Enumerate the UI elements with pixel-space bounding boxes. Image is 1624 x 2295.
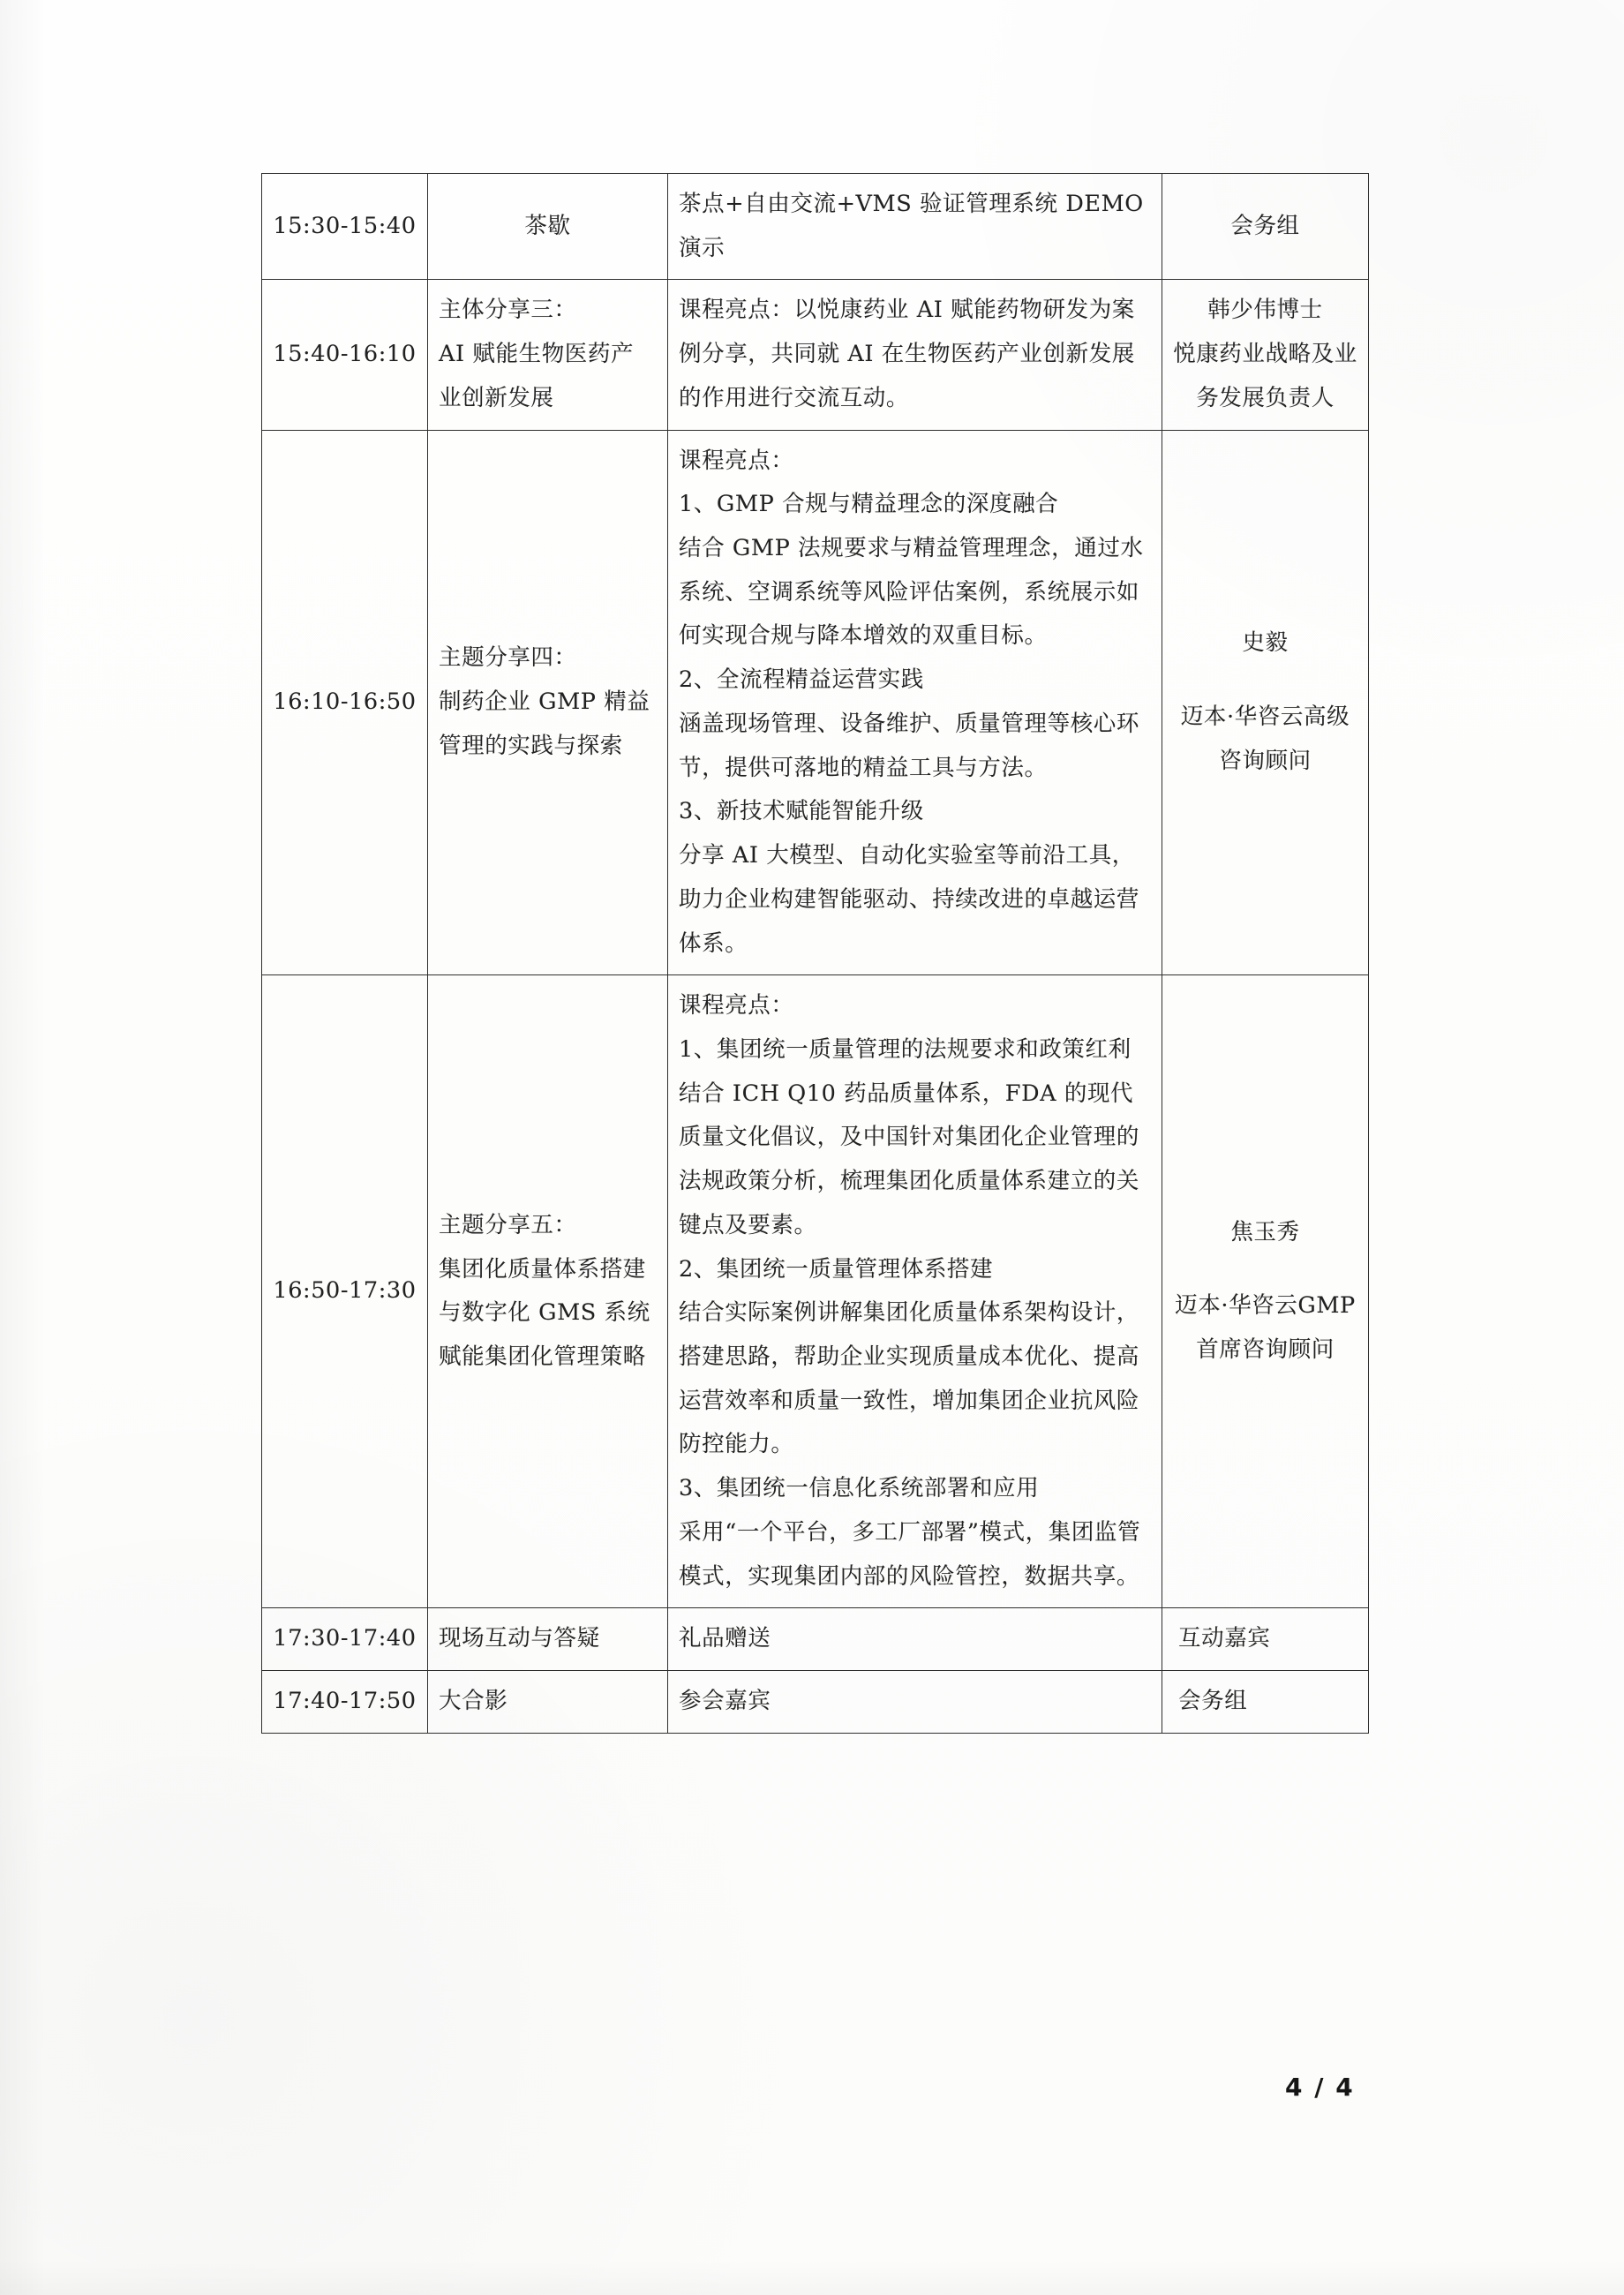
cell-topic bbox=[428, 975, 668, 1608]
topic-title: 大合影 bbox=[439, 1688, 508, 1714]
cell-time: 15:40-16:10 bbox=[262, 280, 428, 430]
speaker-name: 焦玉秀 bbox=[1230, 1218, 1300, 1245]
speaker-name: 韩少伟博士 bbox=[1207, 297, 1323, 324]
topic-title: 主题分享五： bbox=[439, 1211, 577, 1238]
cell-time: 16:10-16:50 bbox=[262, 430, 428, 975]
topic-title: 主体分享三： bbox=[439, 297, 577, 324]
description-line: 茶点+自由交流+VMS 验证管理系统 DEMO 演示 bbox=[679, 191, 1144, 261]
description-line: 3、集团统一信息化系统部署和应用 bbox=[679, 1475, 1040, 1502]
table-row bbox=[262, 280, 1369, 430]
topic-subtitle: 集团化质量体系搭建与数字化 GMS 系统赋能集团化管理策略 bbox=[439, 1255, 650, 1370]
cell-topic bbox=[428, 280, 668, 430]
description-line: 结合 ICH Q10 药品质量体系，FDA 的现代质量文化倡议，及中国针对集团化企业管理的法规政策分析，梳理集团化质量体系建立的关键点及要素。 bbox=[679, 1080, 1140, 1238]
scan-edge-shadow-bottom bbox=[0, 2260, 1624, 2295]
agenda-table-container bbox=[261, 173, 1368, 1734]
speaker-name: 会务组 bbox=[1178, 1688, 1248, 1714]
description-line: 1、GMP 合规与精益理念的深度融合 bbox=[679, 491, 1059, 518]
description-line: 课程亮点： bbox=[679, 447, 794, 474]
speaker-role: 迈本·华咨云GMP 首席咨询顾问 bbox=[1175, 1292, 1356, 1364]
description-line: 礼品赠送 bbox=[679, 1625, 771, 1652]
cell-description bbox=[668, 975, 1162, 1608]
cell-description bbox=[668, 430, 1162, 975]
cell-description bbox=[668, 174, 1162, 280]
cell-topic bbox=[428, 174, 668, 280]
page-number-footer: 4 / 4 bbox=[1285, 2073, 1355, 2102]
description-line: 结合 GMP 法规要求与精益管理理念，通过水系统、空调系统等风险评估案例，系统展示如何实现合规与降本增效的双重目标。 bbox=[679, 535, 1144, 650]
table-row bbox=[262, 430, 1369, 975]
cell-speaker bbox=[1162, 174, 1369, 280]
description-line: 1、集团统一质量管理的法规要求和政策红利 bbox=[679, 1035, 1132, 1063]
cell-speaker bbox=[1162, 1608, 1369, 1671]
description-line: 分享 AI 大模型、自动化实验室等前沿工具，助力企业构建智能驱动、持续改进的卓越运营体系。 bbox=[679, 842, 1140, 957]
description-line: 涵盖现场管理、设备维护、质量管理等核心环节，提供可落地的精益工具与方法。 bbox=[679, 710, 1140, 781]
cell-speaker bbox=[1162, 280, 1369, 430]
cell-description bbox=[668, 280, 1162, 430]
table-row bbox=[262, 975, 1369, 1608]
speaker-name: 史毅 bbox=[1242, 629, 1289, 657]
topic-title: 主题分享四： bbox=[439, 644, 577, 672]
cell-speaker bbox=[1162, 1671, 1369, 1734]
description-line: 2、全流程精益运营实践 bbox=[679, 666, 924, 694]
cell-description bbox=[668, 1671, 1162, 1734]
cell-time: 17:40-17:50 bbox=[262, 1671, 428, 1734]
cell-topic bbox=[428, 1671, 668, 1734]
cell-time: 15:30-15:40 bbox=[262, 174, 428, 280]
cell-time: 17:30-17:40 bbox=[262, 1608, 428, 1671]
topic-subtitle: AI 赋能生物医药产业创新发展 bbox=[439, 341, 635, 411]
cell-speaker bbox=[1162, 975, 1369, 1608]
topic-title: 现场互动与答疑 bbox=[439, 1625, 600, 1652]
speaker-role: 悦康药业战略及业务发展负责人 bbox=[1173, 341, 1357, 411]
cell-topic bbox=[428, 430, 668, 975]
speaker-name: 互动嘉宾 bbox=[1178, 1625, 1271, 1652]
topic-subtitle: 制药企业 GMP 精益管理的实践与探索 bbox=[439, 688, 650, 759]
speaker-role: 迈本·华咨云高级咨询顾问 bbox=[1180, 704, 1350, 774]
table-row bbox=[262, 174, 1369, 280]
table-row bbox=[262, 1608, 1369, 1671]
cell-speaker bbox=[1162, 430, 1369, 975]
topic-title: 茶歇 bbox=[524, 212, 571, 239]
description-line: 参会嘉宾 bbox=[679, 1688, 771, 1714]
description-line: 2、集团统一质量管理体系搭建 bbox=[679, 1255, 994, 1283]
table-row bbox=[262, 1671, 1369, 1734]
cell-topic bbox=[428, 1608, 668, 1671]
speaker-name: 会务组 bbox=[1230, 212, 1300, 239]
description-line: 课程亮点：以悦康药业 AI 赋能药物研发为案例分享，共同就 AI 在生物医药产业创新发展的作用进行交流互动。 bbox=[679, 297, 1135, 411]
cell-description bbox=[668, 1608, 1162, 1671]
description-line: 采用“一个平台，多工厂部署”模式，集团监管模式，实现集团内部的风险管控，数据共享。 bbox=[679, 1518, 1141, 1590]
description-line: 3、新技术赋能智能升级 bbox=[679, 798, 924, 825]
agenda-table bbox=[261, 173, 1369, 1734]
description-line: 课程亮点： bbox=[679, 992, 794, 1020]
cell-time: 16:50-17:30 bbox=[262, 975, 428, 1608]
agenda-table-body bbox=[262, 174, 1369, 1734]
scan-edge-shadow-left bbox=[0, 0, 46, 2295]
description-line: 结合实际案例讲解集团化质量体系架构设计，搭建思路，帮助企业实现质量成本优化、提高运营效率和质量一致性，增加集团企业抗风险防控能力。 bbox=[679, 1299, 1140, 1458]
